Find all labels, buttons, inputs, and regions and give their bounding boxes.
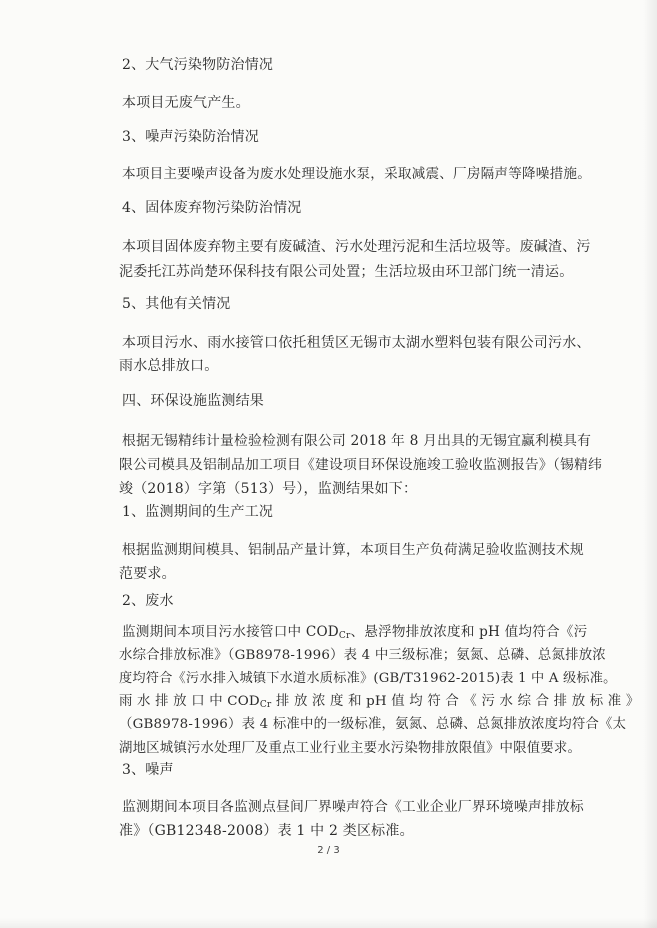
paragraph-production-line-2: 范要求。 xyxy=(119,566,176,582)
heading-wastewater: 2、废水 xyxy=(122,593,174,609)
paragraph-production-line-1: 根据监测期间模具、铝制品产量计算，本项目生产负荷满足验收监测技术规 xyxy=(122,542,584,558)
paragraph-air-line-1: 本项目无废气产生。 xyxy=(122,95,250,111)
paragraph-noise-line-1: 本项目主要噪声设备为废水处理设施水泵，采取减震、厂房隔声等降噪措施。 xyxy=(122,166,591,182)
paragraph-monitoring-line-1: 根据无锡精纬计量检验检测有限公司 2018 年 8 月出具的无锡宜赢利模具有 xyxy=(122,433,592,449)
wastewater-text: 、悬浮物排放浓度和 pH 值均符合《污 xyxy=(350,624,588,640)
heading-air-pollution: 2、大气污染物防治情况 xyxy=(122,57,274,73)
heading-monitoring-results: 四、环保设施监测结果 xyxy=(122,393,264,409)
cod-subscript: Cr xyxy=(259,700,272,710)
paragraph-wastewater-line-3: 度均符合《污水排入城镇下水道水质标准》(GB/T31962-2015)表 1 中 A 级标准。 xyxy=(119,671,617,686)
cod-subscript: Cr xyxy=(338,631,351,641)
page-number: 2 / 3 xyxy=(317,845,340,856)
paragraph-other-line-2: 雨水总排放口。 xyxy=(119,358,219,374)
heading-noise: 3、噪声 xyxy=(122,762,174,778)
paragraph-noise-result-line-2: 准》（GB12348-2008）表 1 中 2 类区标准。 xyxy=(119,823,414,839)
heading-production-conditions: 1、监测期间的生产工况 xyxy=(122,504,274,520)
wastewater-text: 监测期间本项目污水接管口中 COD xyxy=(122,624,339,640)
paragraph-other-line-1: 本项目污水、雨水接管口依托租赁区无锡市太湖水塑料包装有限公司污水、 xyxy=(122,335,591,351)
paragraph-wastewater-line-1 xyxy=(122,623,587,641)
paragraph-monitoring-line-3: 竣（2018）字第（513）号），监测结果如下： xyxy=(119,481,418,497)
heading-solid-waste: 4、固体废弃物污染防治情况 xyxy=(122,200,302,216)
paragraph-wastewater-line-2: 水综合排放标准》（GB8978-1996）表 4 中三级标准；氨氮、总磷、总氮排放浓 xyxy=(119,648,606,663)
paragraph-wastewater-line-5: （GB8978-1996）表 4 标准中的一级标准，氨氮、总磷、总氮排放浓度均符合《太 xyxy=(119,717,627,732)
heading-other: 5、其他有关情况 xyxy=(122,296,231,312)
paragraph-wastewater-line-6: 湖地区城镇污水处理厂及重点工业行业主要水污染物排放限值》中限值要求。 xyxy=(119,741,582,756)
paragraph-noise-result-line-1: 监测期间本项目各监测点昼间厂界噪声符合《工业企业厂界环境噪声排放标 xyxy=(122,799,584,815)
scan-shadow-bottom xyxy=(0,918,657,928)
scan-shadow-right xyxy=(643,0,657,928)
paragraph-solid-waste-line-2: 泥委托江苏尚楚环保科技有限公司处置；生活垃圾由环卫部门统一清运。 xyxy=(119,264,574,280)
paragraph-solid-waste-line-1: 本项目固体废弃物主要有废碱渣、污水处理污泥和生活垃圾等。废碱渣、污 xyxy=(122,239,591,255)
paragraph-monitoring-line-2: 限公司模具及铝制品加工项目《建设项目环保设施竣工验收监测报告》（锡精纬 xyxy=(119,457,602,473)
wastewater-text: 排 放 浓 度 和 pH 值 均 符 合 《 污 水 综 合 排 放 标 准 》 xyxy=(271,694,640,709)
wastewater-text: 雨 水 排 放 口 中 COD xyxy=(119,694,260,709)
paragraph-wastewater-line-4 xyxy=(119,693,639,711)
heading-noise-control: 3、噪声污染防治情况 xyxy=(122,129,259,145)
